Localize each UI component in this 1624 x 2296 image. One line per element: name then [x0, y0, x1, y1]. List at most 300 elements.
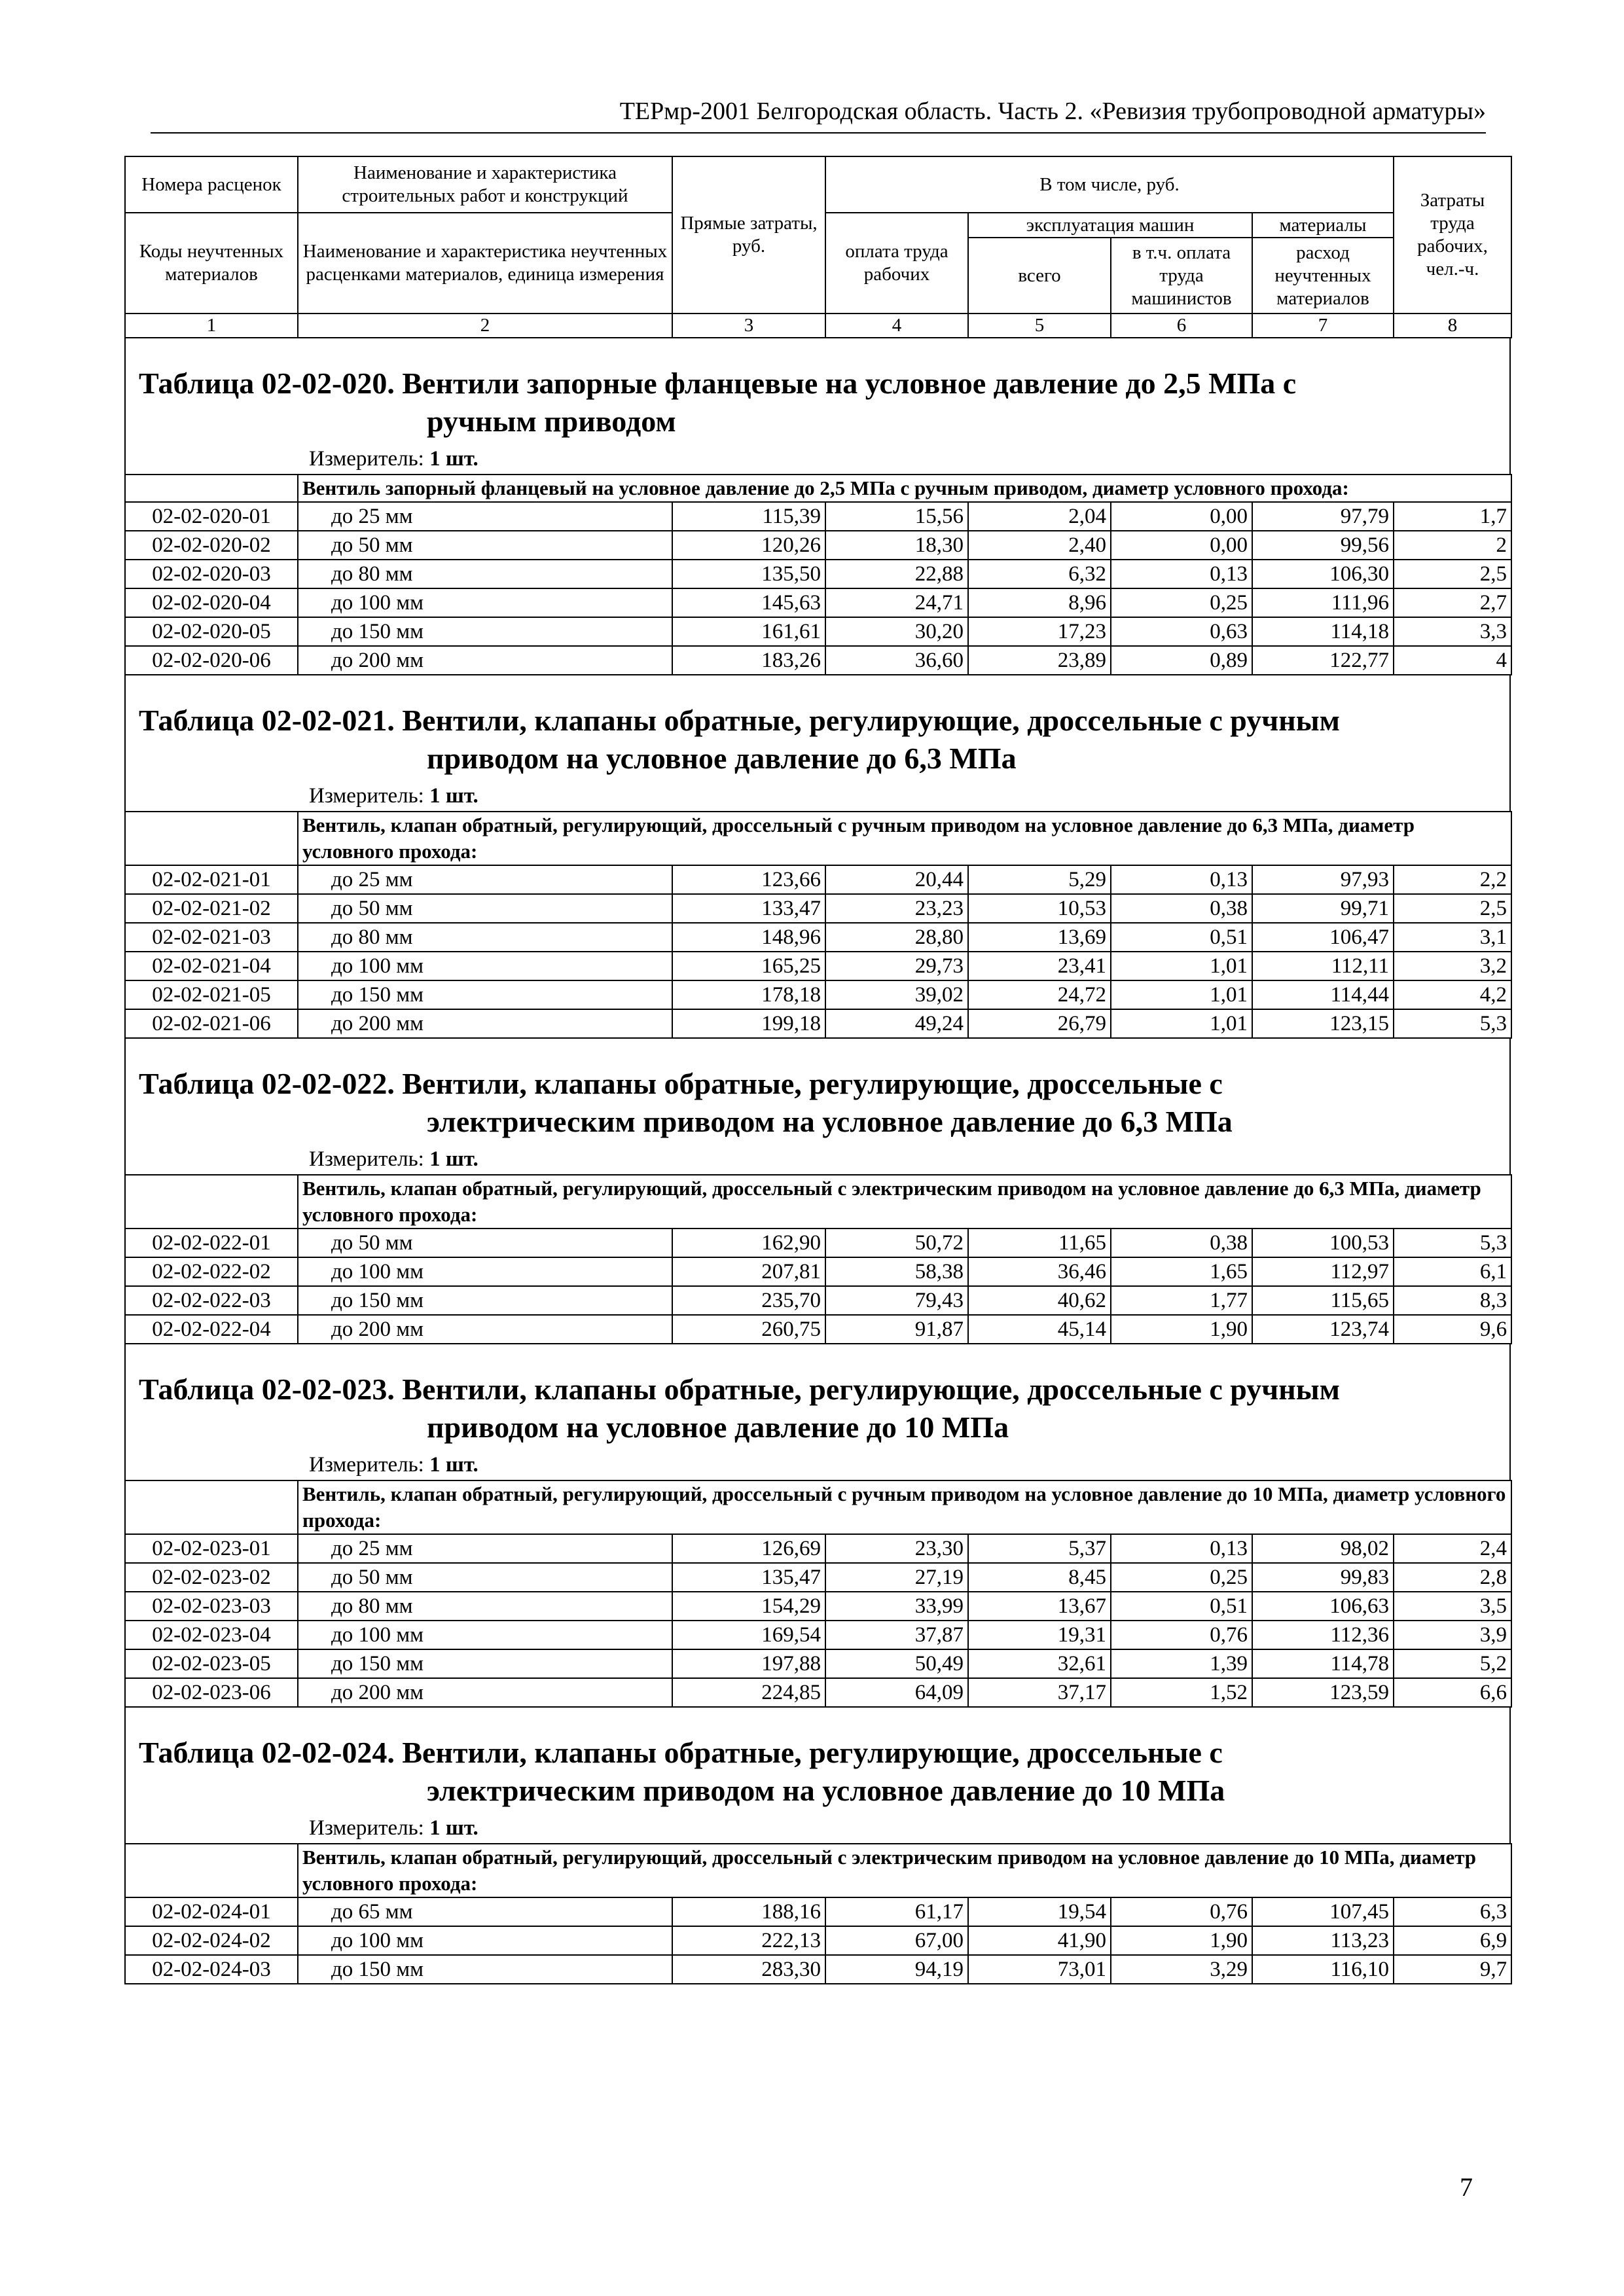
rate-name: до 50 мм: [298, 531, 672, 560]
rate-value: 5,3: [1394, 1009, 1511, 1038]
rate-value: 0,25: [1111, 588, 1252, 617]
rate-value: 0,13: [1111, 1534, 1252, 1563]
section-title: [124, 1344, 1511, 1449]
rate-code: 02-02-024-03: [125, 1955, 298, 1984]
rate-code: 02-02-020-02: [125, 531, 298, 560]
rate-name: до 80 мм: [298, 560, 672, 588]
rate-value: 0,63: [1111, 617, 1252, 646]
table-row: [125, 1315, 1511, 1344]
rate-value: 10,53: [968, 894, 1111, 923]
table-row: [125, 1257, 1511, 1286]
rate-value: 114,18: [1252, 617, 1394, 646]
rate-code: 02-02-022-03: [125, 1286, 298, 1315]
rate-name: до 150 мм: [298, 1286, 672, 1315]
rate-code: 02-02-023-03: [125, 1592, 298, 1621]
rate-value: 5,2: [1394, 1649, 1511, 1678]
header-c2-top: Наименование и характеристика строительных работ и конструкций: [298, 156, 672, 213]
rate-value: 23,89: [968, 646, 1111, 675]
rate-value: 1,01: [1111, 1009, 1252, 1038]
section-title: [124, 1039, 1511, 1143]
rate-value: 6,32: [968, 560, 1111, 588]
measure-value: 1 шт.: [429, 1147, 478, 1171]
group-code-cell: [125, 1175, 298, 1229]
rate-value: 1,39: [1111, 1649, 1252, 1678]
table-row: [125, 617, 1511, 646]
table-row: [125, 531, 1511, 560]
header-c2-bottom: Наименование и характеристика неучтенных расценками материалов, единица измерения: [298, 213, 672, 314]
rate-value: 91,87: [825, 1315, 968, 1344]
rate-value: 169,54: [672, 1621, 825, 1649]
rate-name: до 65 мм: [298, 1897, 672, 1926]
group-description: Вентиль, клапан обратный, регулирующий, дроссельный с ручным приводом на условное давление до 10 МПа, диаметр условного прохода:: [298, 1480, 1511, 1534]
rate-value: 1,01: [1111, 980, 1252, 1009]
rates-table: [124, 1174, 1512, 1344]
rate-value: 1,52: [1111, 1678, 1252, 1707]
rate-value: 99,83: [1252, 1563, 1394, 1592]
rate-value: 0,13: [1111, 560, 1252, 588]
rate-value: 6,1: [1394, 1257, 1511, 1286]
rates-table: [124, 474, 1512, 675]
column-header-table: [124, 156, 1512, 338]
rate-code: 02-02-022-02: [125, 1257, 298, 1286]
rate-value: 1,01: [1111, 952, 1252, 980]
rate-value: 0,51: [1111, 1592, 1252, 1621]
header-machines: эксплуатация машин: [968, 213, 1252, 238]
measure-label: Измеритель:: [309, 1816, 424, 1840]
measure-value: 1 шт.: [429, 1453, 478, 1477]
rate-value: 165,25: [672, 952, 825, 980]
rate-value: 1,65: [1111, 1257, 1252, 1286]
rate-value: 6,9: [1394, 1926, 1511, 1955]
rate-code: 02-02-024-02: [125, 1926, 298, 1955]
table-row: [125, 502, 1511, 531]
rate-value: 37,17: [968, 1678, 1111, 1707]
document-body: [124, 156, 1511, 1984]
rate-code: 02-02-021-03: [125, 923, 298, 952]
rate-value: 161,61: [672, 617, 825, 646]
rate-code: 02-02-020-04: [125, 588, 298, 617]
rate-code: 02-02-022-04: [125, 1315, 298, 1344]
rate-value: 283,30: [672, 1955, 825, 1984]
rate-name: до 200 мм: [298, 1315, 672, 1344]
rate-value: 133,47: [672, 894, 825, 923]
rate-section: [124, 338, 1511, 675]
rate-value: 6,3: [1394, 1897, 1511, 1926]
rate-code: 02-02-023-06: [125, 1678, 298, 1707]
section-title: [124, 1708, 1511, 1812]
rate-code: 02-02-023-02: [125, 1563, 298, 1592]
rate-value: 0,38: [1111, 1229, 1252, 1257]
col-num: 4: [825, 314, 968, 338]
rate-value: 114,44: [1252, 980, 1394, 1009]
rate-name: до 100 мм: [298, 952, 672, 980]
rate-code: 02-02-020-05: [125, 617, 298, 646]
rate-name: до 150 мм: [298, 980, 672, 1009]
rate-value: 5,3: [1394, 1229, 1511, 1257]
section-title-line1: Таблица 02-02-022. Вентили, клапаны обратные, регулирующие, дроссельные с: [139, 1067, 1223, 1100]
rate-value: 33,99: [825, 1592, 968, 1621]
rate-value: 106,30: [1252, 560, 1394, 588]
section-title-line1: Таблица 02-02-021. Вентили, клапаны обратные, регулирующие, дроссельные с ручным: [139, 704, 1340, 737]
rate-value: 50,49: [825, 1649, 968, 1678]
rate-value: 2,04: [968, 502, 1111, 531]
table-row: [125, 560, 1511, 588]
rate-name: до 25 мм: [298, 502, 672, 531]
table-row: [125, 1229, 1511, 1257]
rate-name: до 150 мм: [298, 1955, 672, 1984]
rate-name: до 200 мм: [298, 1009, 672, 1038]
group-description: Вентиль, клапан обратный, регулирующий, дроссельный с электрическим приводом на условное давление до 10 МПа, диаметр условного прохода:: [298, 1844, 1511, 1897]
rate-value: 112,36: [1252, 1621, 1394, 1649]
section-title-line2: приводом на условное давление до 6,3 МПа: [427, 742, 1017, 775]
col-num: 7: [1252, 314, 1394, 338]
header-c6: в т.ч. оплата труда машинистов: [1111, 238, 1252, 314]
rate-name: до 25 мм: [298, 1534, 672, 1563]
rate-value: 8,3: [1394, 1286, 1511, 1315]
rate-value: 37,87: [825, 1621, 968, 1649]
rate-code: 02-02-021-01: [125, 865, 298, 894]
col-num: 5: [968, 314, 1111, 338]
table-row: [125, 1534, 1511, 1563]
rate-value: 8,96: [968, 588, 1111, 617]
rates-table: [124, 1480, 1512, 1708]
rate-value: 178,18: [672, 980, 825, 1009]
rate-value: 106,47: [1252, 923, 1394, 952]
table-row: [125, 1926, 1511, 1955]
table-row: [125, 1955, 1511, 1984]
rate-name: до 150 мм: [298, 1649, 672, 1678]
measure-value: 1 шт.: [429, 447, 478, 471]
header-c4: оплата труда рабочих: [825, 213, 968, 314]
rate-value: 0,25: [1111, 1563, 1252, 1592]
measure-value: 1 шт.: [429, 1816, 478, 1840]
rate-value: 79,43: [825, 1286, 968, 1315]
table-row: [125, 1009, 1511, 1038]
header-incl: В том числе, руб.: [825, 156, 1394, 213]
rate-code: 02-02-024-01: [125, 1897, 298, 1926]
rate-value: 2,7: [1394, 588, 1511, 617]
group-description: Вентиль запорный фланцевый на условное давление до 2,5 МПа с ручным приводом, диаметр условного прохода:: [298, 475, 1511, 502]
rate-value: 3,5: [1394, 1592, 1511, 1621]
rate-code: 02-02-022-01: [125, 1229, 298, 1257]
rate-value: 97,79: [1252, 502, 1394, 531]
rate-name: до 100 мм: [298, 588, 672, 617]
rate-name: до 100 мм: [298, 1621, 672, 1649]
rate-name: до 50 мм: [298, 1229, 672, 1257]
rate-value: 64,09: [825, 1678, 968, 1707]
col-num: 6: [1111, 314, 1252, 338]
rate-value: 1,77: [1111, 1286, 1252, 1315]
rate-value: 107,45: [1252, 1897, 1394, 1926]
rate-value: 2,5: [1394, 894, 1511, 923]
rate-value: 4,2: [1394, 980, 1511, 1009]
rate-value: 26,79: [968, 1009, 1111, 1038]
rate-value: 3,3: [1394, 617, 1511, 646]
rate-section: [124, 675, 1511, 1039]
measure-label: Измеритель:: [309, 1147, 424, 1171]
rates-table: [124, 1843, 1512, 1984]
rate-value: 0,76: [1111, 1621, 1252, 1649]
rate-value: 1,90: [1111, 1315, 1252, 1344]
rate-value: 27,19: [825, 1563, 968, 1592]
rate-value: 99,71: [1252, 894, 1394, 923]
section-title-line1: Таблица 02-02-023. Вентили, клапаны обратные, регулирующие, дроссельные с ручным: [139, 1372, 1340, 1406]
rate-value: 123,74: [1252, 1315, 1394, 1344]
rate-code: 02-02-021-05: [125, 980, 298, 1009]
rate-value: 3,9: [1394, 1621, 1511, 1649]
rates-table: [124, 811, 1512, 1039]
measure-label: Измеритель:: [309, 447, 424, 471]
rate-value: 120,26: [672, 531, 825, 560]
rate-value: 23,23: [825, 894, 968, 923]
rate-code: 02-02-020-03: [125, 560, 298, 588]
section-title: [124, 338, 1511, 443]
rate-value: 32,61: [968, 1649, 1111, 1678]
section-title-line1: Таблица 02-02-024. Вентили, клапаны обратные, регулирующие, дроссельные с: [139, 1736, 1223, 1769]
rate-value: 197,88: [672, 1649, 825, 1678]
col-num: 1: [125, 314, 298, 338]
table-row: [125, 646, 1511, 675]
rate-value: 41,90: [968, 1926, 1111, 1955]
measure-value: 1 шт.: [429, 784, 478, 808]
rate-value: 100,53: [1252, 1229, 1394, 1257]
rate-value: 67,00: [825, 1926, 968, 1955]
rate-code: 02-02-021-04: [125, 952, 298, 980]
rate-value: 98,02: [1252, 1534, 1394, 1563]
rate-value: 49,24: [825, 1009, 968, 1038]
rate-value: 23,30: [825, 1534, 968, 1563]
group-code-cell: [125, 1480, 298, 1534]
measure-line: [124, 1143, 1511, 1174]
rate-value: 123,15: [1252, 1009, 1394, 1038]
header-c8: Затраты труда рабочих, чел.-ч.: [1394, 156, 1511, 314]
rate-value: 36,60: [825, 646, 968, 675]
section-title: [124, 675, 1511, 780]
rate-value: 28,80: [825, 923, 968, 952]
table-row: [125, 1649, 1511, 1678]
sections-container: [124, 338, 1511, 1984]
table-row: [125, 894, 1511, 923]
rate-value: 111,96: [1252, 588, 1394, 617]
measure-line: [124, 1449, 1511, 1480]
rate-value: 224,85: [672, 1678, 825, 1707]
group-description: Вентиль, клапан обратный, регулирующий, дроссельный с ручным приводом на условное давление до 6,3 МПа, диаметр условного прохода:: [298, 812, 1511, 865]
rate-value: 8,45: [968, 1563, 1111, 1592]
rate-value: 2,4: [1394, 1534, 1511, 1563]
rate-value: 115,65: [1252, 1286, 1394, 1315]
table-row: [125, 923, 1511, 952]
rate-value: 2,5: [1394, 560, 1511, 588]
rate-name: до 100 мм: [298, 1257, 672, 1286]
rate-value: 126,69: [672, 1534, 825, 1563]
rate-value: 112,11: [1252, 952, 1394, 980]
rate-code: 02-02-023-05: [125, 1649, 298, 1678]
rate-value: 0,51: [1111, 923, 1252, 952]
rate-value: 207,81: [672, 1257, 825, 1286]
group-code-cell: [125, 1844, 298, 1897]
rate-value: 61,17: [825, 1897, 968, 1926]
header-materials: материалы: [1252, 213, 1394, 238]
rate-value: 11,65: [968, 1229, 1111, 1257]
rate-value: 58,38: [825, 1257, 968, 1286]
rate-value: 99,56: [1252, 531, 1394, 560]
rate-value: 45,14: [968, 1315, 1111, 1344]
rate-code: 02-02-020-01: [125, 502, 298, 531]
measure-line: [124, 780, 1511, 811]
measure-label: Измеритель:: [309, 784, 424, 808]
rate-value: 123,59: [1252, 1678, 1394, 1707]
rate-value: 20,44: [825, 865, 968, 894]
rate-value: 106,63: [1252, 1592, 1394, 1621]
rate-value: 145,63: [672, 588, 825, 617]
rate-name: до 50 мм: [298, 1563, 672, 1592]
rate-section: [124, 1039, 1511, 1344]
table-row: [125, 1563, 1511, 1592]
table-row: [125, 1286, 1511, 1315]
rate-value: 3,1: [1394, 923, 1511, 952]
group-code-cell: [125, 475, 298, 502]
rate-value: 2,2: [1394, 865, 1511, 894]
rate-value: 4: [1394, 646, 1511, 675]
rate-value: 19,54: [968, 1897, 1111, 1926]
group-code-cell: [125, 812, 298, 865]
rate-value: 94,19: [825, 1955, 968, 1984]
section-title-line2: ручным приводом: [427, 404, 676, 438]
rate-value: 40,62: [968, 1286, 1111, 1315]
group-description: Вентиль, клапан обратный, регулирующий, дроссельный с электрическим приводом на условное давление до 6,3 МПа, диаметр условного прохода:: [298, 1175, 1511, 1229]
rate-value: 114,78: [1252, 1649, 1394, 1678]
rate-name: до 200 мм: [298, 646, 672, 675]
table-row: [125, 1897, 1511, 1926]
rate-value: 116,10: [1252, 1955, 1394, 1984]
rate-value: 0,13: [1111, 865, 1252, 894]
rate-value: 2,8: [1394, 1563, 1511, 1592]
rate-value: 3,2: [1394, 952, 1511, 980]
rate-value: 36,46: [968, 1257, 1111, 1286]
rate-value: 5,37: [968, 1534, 1111, 1563]
rate-value: 39,02: [825, 980, 968, 1009]
rate-name: до 100 мм: [298, 1926, 672, 1955]
table-row: [125, 865, 1511, 894]
rate-value: 135,47: [672, 1563, 825, 1592]
header-c5: всего: [968, 238, 1111, 314]
rate-value: 29,73: [825, 952, 968, 980]
rate-value: 222,13: [672, 1926, 825, 1955]
page-number: 7: [1460, 2172, 1473, 2202]
rate-value: 162,90: [672, 1229, 825, 1257]
measure-line: [124, 443, 1511, 474]
rate-value: 23,41: [968, 952, 1111, 980]
rate-value: 0,00: [1111, 502, 1252, 531]
rate-name: до 150 мм: [298, 617, 672, 646]
rate-value: 6,6: [1394, 1678, 1511, 1707]
rate-value: 183,26: [672, 646, 825, 675]
rate-value: 154,29: [672, 1592, 825, 1621]
rate-value: 5,29: [968, 865, 1111, 894]
col-num: 8: [1394, 314, 1511, 338]
rate-value: 113,23: [1252, 1926, 1394, 1955]
rate-code: 02-02-020-06: [125, 646, 298, 675]
section-title-line2: электрическим приводом на условное давление до 6,3 МПа: [427, 1105, 1233, 1138]
rate-value: 9,6: [1394, 1315, 1511, 1344]
rate-value: 73,01: [968, 1955, 1111, 1984]
header-c1-top: Номера расценок: [125, 156, 298, 213]
rate-value: 135,50: [672, 560, 825, 588]
section-title-line1: Таблица 02-02-020. Вентили запорные фланцевые на условное давление до 2,5 МПа с: [139, 367, 1297, 400]
rate-value: 188,16: [672, 1897, 825, 1926]
rate-value: 0,89: [1111, 646, 1252, 675]
rate-value: 2,40: [968, 531, 1111, 560]
rate-code: 02-02-021-06: [125, 1009, 298, 1038]
rate-code: 02-02-021-02: [125, 894, 298, 923]
rate-section: [124, 1708, 1511, 1984]
table-row: [125, 1621, 1511, 1649]
rate-value: 260,75: [672, 1315, 825, 1344]
header-c7: расход неучтенных материалов: [1252, 238, 1394, 314]
rate-value: 22,88: [825, 560, 968, 588]
rate-value: 97,93: [1252, 865, 1394, 894]
rate-name: до 50 мм: [298, 894, 672, 923]
measure-line: [124, 1812, 1511, 1843]
table-row: [125, 1592, 1511, 1621]
rate-value: 15,56: [825, 502, 968, 531]
rate-value: 0,38: [1111, 894, 1252, 923]
table-row: [125, 952, 1511, 980]
table-row: [125, 588, 1511, 617]
rate-value: 24,72: [968, 980, 1111, 1009]
rate-value: 17,23: [968, 617, 1111, 646]
rate-value: 235,70: [672, 1286, 825, 1315]
rate-code: 02-02-023-01: [125, 1534, 298, 1563]
rate-value: 3,29: [1111, 1955, 1252, 1984]
rate-value: 13,69: [968, 923, 1111, 952]
rate-value: 50,72: [825, 1229, 968, 1257]
running-title: ТЕРмр-2001 Белгородская область. Часть 2. «Ревизия трубопроводной арматуры»: [151, 97, 1486, 134]
measure-label: Измеритель:: [309, 1453, 424, 1477]
rate-value: 0,76: [1111, 1897, 1252, 1926]
rate-value: 13,67: [968, 1592, 1111, 1621]
header-c1-bottom: Коды неучтенных материалов: [125, 213, 298, 314]
rate-value: 115,39: [672, 502, 825, 531]
rate-value: 9,7: [1394, 1955, 1511, 1984]
rate-name: до 25 мм: [298, 865, 672, 894]
header-c3: Прямые затраты, руб.: [672, 156, 825, 314]
rate-name: до 80 мм: [298, 1592, 672, 1621]
rate-name: до 200 мм: [298, 1678, 672, 1707]
rate-value: 123,66: [672, 865, 825, 894]
rate-name: до 80 мм: [298, 923, 672, 952]
col-num: 2: [298, 314, 672, 338]
rate-value: 1,90: [1111, 1926, 1252, 1955]
rate-value: 199,18: [672, 1009, 825, 1038]
rate-value: 30,20: [825, 617, 968, 646]
col-num: 3: [672, 314, 825, 338]
rate-value: 0,00: [1111, 531, 1252, 560]
rate-value: 18,30: [825, 531, 968, 560]
table-row: [125, 980, 1511, 1009]
rate-value: 122,77: [1252, 646, 1394, 675]
section-title-line2: приводом на условное давление до 10 МПа: [427, 1410, 1009, 1444]
rate-value: 112,97: [1252, 1257, 1394, 1286]
rate-code: 02-02-023-04: [125, 1621, 298, 1649]
rate-value: 148,96: [672, 923, 825, 952]
rate-value: 2: [1394, 531, 1511, 560]
rate-section: [124, 1344, 1511, 1708]
rate-value: 1,7: [1394, 502, 1511, 531]
rate-value: 19,31: [968, 1621, 1111, 1649]
rate-value: 24,71: [825, 588, 968, 617]
table-row: [125, 1678, 1511, 1707]
